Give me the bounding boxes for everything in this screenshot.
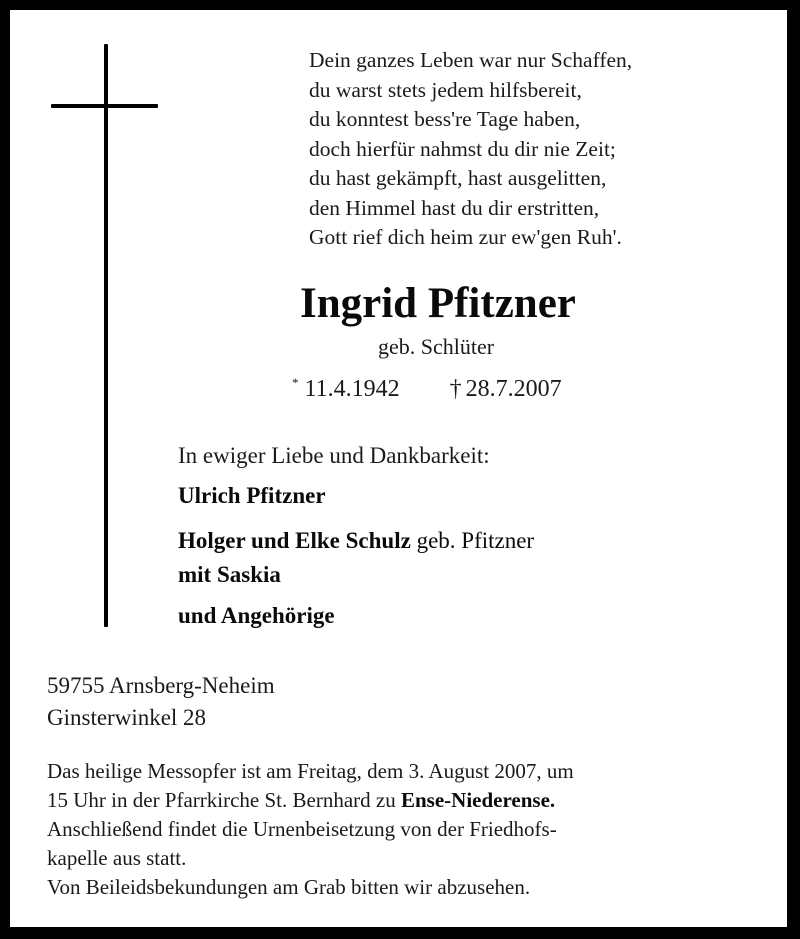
dedication-text: In ewiger Liebe und Dankbarkeit: bbox=[178, 443, 490, 468]
service-notice bbox=[47, 757, 747, 902]
maiden-name: geb. Schlüter bbox=[378, 334, 495, 359]
notice-location: Ense-Niederense. bbox=[400, 788, 556, 812]
mourner-maiden-name: geb. Pfitzner bbox=[410, 528, 535, 553]
birth-date: 11.4.1942 bbox=[304, 376, 400, 402]
mourner-name: Holger und Elke Schulz bbox=[178, 528, 411, 553]
poem-line: du warst stets jedem hilfsbereit, bbox=[309, 77, 582, 102]
poem-line: den Himmel hast du dir erstritten, bbox=[309, 195, 600, 220]
poem-line: du hast gekämpft, hast ausgelitten, bbox=[309, 166, 607, 190]
notice-line: Das heilige Messopfer ist am Freitag, dem 3. August 2007, um bbox=[47, 759, 574, 783]
address-street: Ginsterwinkel 28 bbox=[47, 705, 207, 730]
mourner-name: mit Saskia bbox=[178, 562, 281, 587]
notice-line: Von Beileidsbekundungen am Grab bitten wir abzusehen. bbox=[47, 875, 531, 899]
family-address bbox=[47, 670, 275, 734]
poem-line: Gott rief dich heim zur ew'gen Ruh'. bbox=[309, 225, 622, 249]
mourner-name: Ulrich Pfitzner bbox=[178, 483, 326, 508]
notice-line: kapelle aus statt. bbox=[47, 846, 187, 870]
notice-line bbox=[47, 786, 747, 815]
poem-line: Dein ganzes Leben war nur Schaffen, bbox=[309, 48, 633, 72]
death-date: 28.7.2007 bbox=[465, 376, 562, 402]
cross-icon-vertical-bar bbox=[104, 44, 108, 627]
death-dagger-icon: † bbox=[449, 376, 462, 402]
poem-line: doch hierfür nahmst du dir nie Zeit; bbox=[309, 136, 616, 161]
poem-line: du konntest bess're Tage haben, bbox=[309, 107, 581, 131]
life-dates bbox=[292, 367, 562, 405]
notice-line: Anschließend findet die Urnenbeisetzung von der Friedhofs- bbox=[47, 817, 557, 841]
mourner-name: und Angehörige bbox=[178, 603, 335, 628]
memorial-poem bbox=[309, 46, 632, 253]
notice-text: 15 Uhr in der Pfarrkirche St. Bernhard zu bbox=[47, 788, 401, 812]
address-city: 59755 Arnsberg-Neheim bbox=[47, 673, 275, 698]
cross-icon-horizontal-bar bbox=[51, 104, 158, 108]
birth-star-icon: * bbox=[292, 375, 299, 390]
deceased-name: Ingrid Pfitzner bbox=[300, 280, 576, 327]
